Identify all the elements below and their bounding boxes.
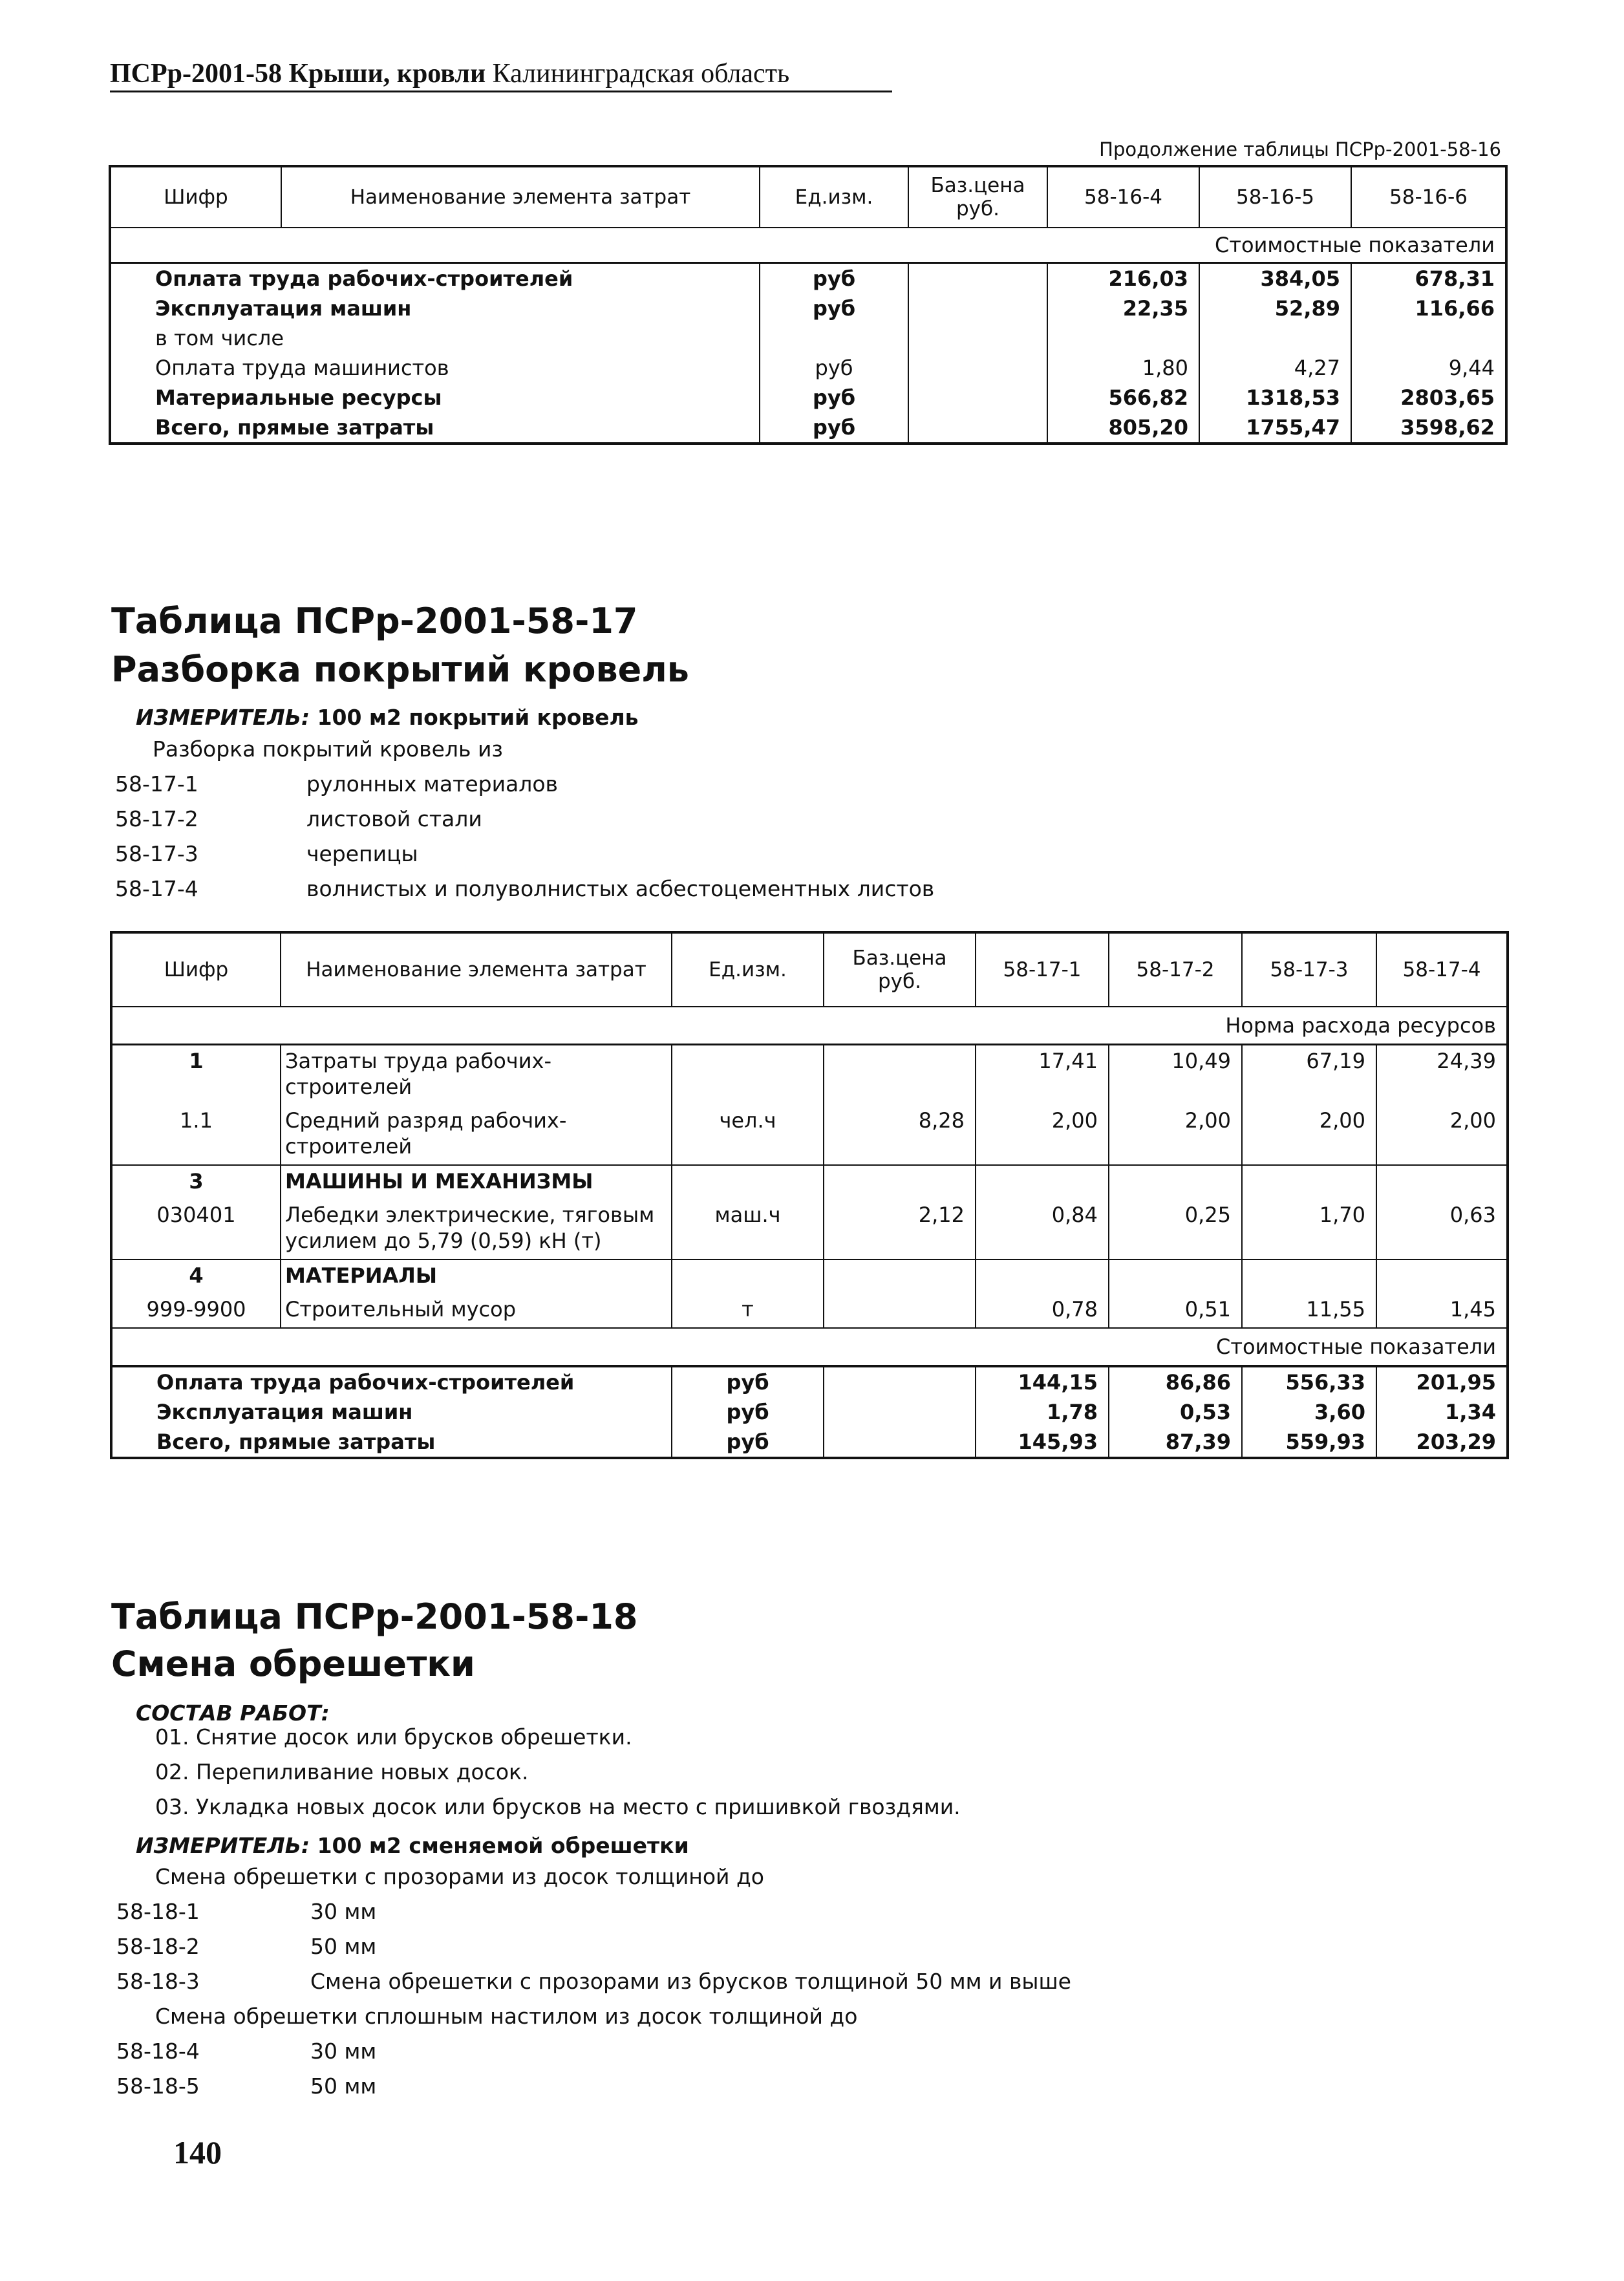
header-code-title: ПСРр-2001-58 Крыши, кровли xyxy=(110,59,486,89)
table16-cell-price xyxy=(908,383,1047,412)
running-header xyxy=(110,57,892,92)
table17-cell-price xyxy=(824,1045,976,1106)
table17-cost-cell-name: Всего, прямые затраты xyxy=(111,1427,672,1458)
table17-cell-value: 0,25 xyxy=(1109,1199,1242,1259)
table16-cell-unit: руб xyxy=(760,383,908,412)
table16-cell-name: Материальные ресурсы xyxy=(110,383,760,412)
table17-col-58-17-1: 58-17-1 xyxy=(976,932,1109,1007)
table17-cell-value: 1,70 xyxy=(1242,1199,1376,1259)
table17-cost-cell-unit: руб xyxy=(672,1427,824,1458)
table16-cell-value: 566,82 xyxy=(1047,383,1199,412)
table17-cell-value: 17,41 xyxy=(976,1045,1109,1106)
table17-meter-value: 100 м2 покрытий кровель xyxy=(317,705,639,730)
table17-cell-value xyxy=(976,1165,1109,1199)
table17-cost-section-label: Стоимостные показатели xyxy=(111,1328,1508,1366)
table17-cell-value: 11,55 xyxy=(1242,1294,1376,1328)
table17-cost-cell-value: 86,86 xyxy=(1109,1366,1242,1397)
table17-cell-unit: чел.ч xyxy=(672,1105,824,1165)
table17-cell-value: 2,00 xyxy=(1376,1105,1508,1165)
table17-item-code: 58-17-3 xyxy=(115,841,198,866)
table18-subtitle: Смена обрешетки xyxy=(111,1644,475,1684)
table17-cost-row xyxy=(111,1366,1508,1397)
table17-cell-value xyxy=(1109,1165,1242,1199)
table17-item-text: листовой стали xyxy=(306,806,482,831)
table17-cost-cell-price xyxy=(824,1397,976,1427)
table16-row xyxy=(110,323,1506,353)
table17-cost-cell-unit: руб xyxy=(672,1366,824,1397)
table16-cell-value xyxy=(1199,323,1351,353)
table17-cell-code: 999-9900 xyxy=(111,1294,281,1328)
table16-cell-value: 116,66 xyxy=(1351,294,1506,323)
table17-col-unit: Ед.изм. xyxy=(672,932,824,1007)
table17-cell-unit xyxy=(672,1045,824,1106)
table18-title: Таблица ПСРр-2001-58-18 xyxy=(111,1596,638,1637)
table17-cell-unit xyxy=(672,1165,824,1199)
table16-cell-name: в том числе xyxy=(110,323,760,353)
table17-cell-unit: т xyxy=(672,1294,824,1328)
table18-item-code: 58-18-4 xyxy=(116,2039,200,2064)
table17-cell-value xyxy=(1376,1165,1508,1199)
table18-item-text: 50 мм xyxy=(310,1934,377,1959)
table17-cost-cell-value: 87,39 xyxy=(1109,1427,1242,1458)
table16-col-58-16-6: 58-16-6 xyxy=(1351,166,1506,228)
table17-col-58-17-2: 58-17-2 xyxy=(1109,932,1242,1007)
table16-section-row xyxy=(110,228,1506,263)
table17-cell-price: 2,12 xyxy=(824,1199,976,1259)
table17-item-code: 58-17-2 xyxy=(115,806,198,831)
table16-continuation-note: Продолжение таблицы ПСРр-2001-58-16 xyxy=(1099,138,1501,160)
table17-row xyxy=(111,1165,1508,1199)
table17-cell-name: МАТЕРИАЛЫ xyxy=(281,1259,672,1294)
table17-cell-value: 0,63 xyxy=(1376,1199,1508,1259)
table16-cell-price xyxy=(908,323,1047,353)
table18-work-item: 02. Перепиливание новых досок. xyxy=(155,1759,529,1784)
table16-row xyxy=(110,263,1506,294)
table16-cell-price xyxy=(908,353,1047,383)
table16-cell-unit: руб xyxy=(760,294,908,323)
table16-cell-value: 216,03 xyxy=(1047,263,1199,294)
table17-col-name: Наименование элемента затрат xyxy=(281,932,672,1007)
table18-item-code: 58-18-2 xyxy=(116,1934,200,1959)
table17-cell-price xyxy=(824,1294,976,1328)
table17-cell-value xyxy=(1242,1165,1376,1199)
table17-row xyxy=(111,1105,1508,1165)
table17-row xyxy=(111,1259,1508,1294)
table16-cell-value: 4,27 xyxy=(1199,353,1351,383)
table17-cell-code: 4 xyxy=(111,1259,281,1294)
table17-cell-value: 2,00 xyxy=(1242,1105,1376,1165)
table17-item-text: волнистых и полуволнистых асбестоцементных листов xyxy=(306,876,935,901)
table18-item-text: 30 мм xyxy=(310,2039,377,2064)
table16-cell-value: 9,44 xyxy=(1351,353,1506,383)
table17-row xyxy=(111,1045,1508,1106)
table18-intro1: Смена обрешетки с прозорами из досок толщиной до xyxy=(155,1864,764,1889)
table16-col-58-16-4: 58-16-4 xyxy=(1047,166,1199,228)
table17-col-price: Баз.цена руб. xyxy=(824,932,976,1007)
table17-cell-name: Затраты труда рабочих-строителей xyxy=(281,1045,672,1106)
table16-col-unit: Ед.изм. xyxy=(760,166,908,228)
table17-cell-value xyxy=(1242,1259,1376,1294)
table17-cell-name: Строительный мусор xyxy=(281,1294,672,1328)
table17-cost-cell-value: 3,60 xyxy=(1242,1397,1376,1427)
table18-item-code: 58-18-3 xyxy=(116,1969,200,1994)
table16-row xyxy=(110,412,1506,444)
table18-item-text: 30 мм xyxy=(310,1899,377,1924)
table17-cell-code: 030401 xyxy=(111,1199,281,1259)
header-region: Калининградская область xyxy=(492,59,790,89)
table17-col-code: Шифр xyxy=(111,932,281,1007)
table18-item-text: 50 мм xyxy=(310,2073,377,2099)
table17-cost-row xyxy=(111,1427,1508,1458)
table17-cost-cell-value: 203,29 xyxy=(1376,1427,1508,1458)
table17-subtitle: Разборка покрытий кровель xyxy=(111,649,689,690)
table17-cell-value xyxy=(1109,1259,1242,1294)
table16-row xyxy=(110,353,1506,383)
table16-col-name: Наименование элемента затрат xyxy=(281,166,760,228)
table16-header-row xyxy=(110,166,1506,228)
table16-cell-value: 1,80 xyxy=(1047,353,1199,383)
table17-item-code: 58-17-1 xyxy=(115,771,198,797)
table17-cell-price xyxy=(824,1165,976,1199)
table17-norm-section-row xyxy=(111,1007,1508,1045)
table17-cell-name: Средний разряд рабочих-строителей xyxy=(281,1105,672,1165)
table17-cell-price: 8,28 xyxy=(824,1105,976,1165)
table17-cost-cell-value: 1,78 xyxy=(976,1397,1109,1427)
table17-title: Таблица ПСРр-2001-58-17 xyxy=(111,601,638,641)
table17-cost-cell-name: Оплата труда рабочих-строителей xyxy=(111,1366,672,1397)
table17-col-58-17-4: 58-17-4 xyxy=(1376,932,1508,1007)
table17-col-58-17-3: 58-17-3 xyxy=(1242,932,1376,1007)
table16-row xyxy=(110,383,1506,412)
table17-cost-row xyxy=(111,1397,1508,1427)
table16-cell-price xyxy=(908,294,1047,323)
table18-work-item: 01. Снятие досок или брусков обрешетки. xyxy=(155,1724,632,1750)
table17-cost-cell-value: 201,95 xyxy=(1376,1366,1508,1397)
table17-row xyxy=(111,1294,1508,1328)
table16-cell-value: 805,20 xyxy=(1047,412,1199,444)
table16-cell-unit: руб xyxy=(760,412,908,444)
table16-row xyxy=(110,294,1506,323)
table16-cell-name: Оплата труда рабочих-строителей xyxy=(110,263,760,294)
table16-cell-value: 384,05 xyxy=(1199,263,1351,294)
table17-cell-value: 24,39 xyxy=(1376,1045,1508,1106)
table17-cell-code: 1 xyxy=(111,1045,281,1106)
page-number: 140 xyxy=(173,2134,222,2170)
table16-col-code: Шифр xyxy=(110,166,281,228)
table16-cell-value: 3598,62 xyxy=(1351,412,1506,444)
table16-cell-value: 1755,47 xyxy=(1199,412,1351,444)
table17-cost-cell-value: 0,53 xyxy=(1109,1397,1242,1427)
table16-cell-value: 1318,53 xyxy=(1199,383,1351,412)
table17-cell-code: 3 xyxy=(111,1165,281,1199)
table18-meter-value: 100 м2 сменяемой обрешетки xyxy=(317,1833,689,1858)
table17-cost-section-row xyxy=(111,1328,1508,1366)
table16-col-price: Баз.цена руб. xyxy=(908,166,1047,228)
table17-cell-value: 2,00 xyxy=(976,1105,1109,1165)
table17-cell-name: Лебедки электрические, тяговым усилием до 5,79 (0,59) кН (т) xyxy=(281,1199,672,1259)
table17-meter xyxy=(136,705,639,730)
table16-cell-value xyxy=(1047,323,1199,353)
table17-cell-value: 0,84 xyxy=(976,1199,1109,1259)
table17-intro: Разборка покрытий кровель из xyxy=(153,736,503,762)
table17-cost-cell-price xyxy=(824,1366,976,1397)
table17-cost-cell-value: 559,93 xyxy=(1242,1427,1376,1458)
table17-meter-label: ИЗМЕРИТЕЛЬ: xyxy=(136,705,310,730)
table17-cell-value xyxy=(1376,1259,1508,1294)
table18-work-item: 03. Укладка новых досок или брусков на место с пришивкой гвоздями. xyxy=(155,1794,961,1819)
table16-cell-unit: руб xyxy=(760,263,908,294)
table16-cell-name: Оплата труда машинистов xyxy=(110,353,760,383)
table17-cell-value: 1,45 xyxy=(1376,1294,1508,1328)
table17-cost-cell-name: Эксплуатация машин xyxy=(111,1397,672,1427)
table17-cell-value: 2,00 xyxy=(1109,1105,1242,1165)
table17-item-text: черепицы xyxy=(306,841,418,866)
table17-item-text: рулонных материалов xyxy=(306,771,558,797)
table17-cell-value: 0,51 xyxy=(1109,1294,1242,1328)
table17-cell-value: 0,78 xyxy=(976,1294,1109,1328)
table17-norm-section-label: Норма расхода ресурсов xyxy=(111,1007,1508,1045)
table18-item-code: 58-18-5 xyxy=(116,2073,200,2099)
table18-item-text: Смена обрешетки с прозорами из брусков толщиной 50 мм и выше xyxy=(310,1969,1071,1994)
table16-cell-value: 678,31 xyxy=(1351,263,1506,294)
table17-cost-cell-price xyxy=(824,1427,976,1458)
table16-cell-price xyxy=(908,412,1047,444)
table17-cell-name: МАШИНЫ И МЕХАНИЗМЫ xyxy=(281,1165,672,1199)
table16-cell-unit xyxy=(760,323,908,353)
table17-cell-unit: маш.ч xyxy=(672,1199,824,1259)
table17-cell-value: 67,19 xyxy=(1242,1045,1376,1106)
table17 xyxy=(110,931,1509,1459)
table17-item-code: 58-17-4 xyxy=(115,876,198,901)
table18-work-list xyxy=(155,1720,961,1825)
table17-row xyxy=(111,1199,1508,1259)
table16-cell-value: 2803,65 xyxy=(1351,383,1506,412)
table16-col-58-16-5: 58-16-5 xyxy=(1199,166,1351,228)
table16-cell-value: 52,89 xyxy=(1199,294,1351,323)
table17-cell-value: 10,49 xyxy=(1109,1045,1242,1106)
table17-cell-code: 1.1 xyxy=(111,1105,281,1165)
table18-intro2: Смена обрешетки сплошным настилом из досок толщиной до xyxy=(155,2004,858,2029)
table16-cell-price xyxy=(908,263,1047,294)
table18-meter-label: ИЗМЕРИТЕЛЬ: xyxy=(136,1833,310,1858)
table18-meter xyxy=(136,1833,689,1858)
table16-cell-unit: руб xyxy=(760,353,908,383)
table16-cell-value: 22,35 xyxy=(1047,294,1199,323)
table18-item-code: 58-18-1 xyxy=(116,1899,200,1924)
table16-cell-name: Всего, прямые затраты xyxy=(110,412,760,444)
table17-cell-value xyxy=(976,1259,1109,1294)
table17-cost-cell-value: 556,33 xyxy=(1242,1366,1376,1397)
table18-work-label-text: СОСТАВ РАБОТ: xyxy=(136,1700,330,1726)
table17-cost-cell-unit: руб xyxy=(672,1397,824,1427)
table16-cell-name: Эксплуатация машин xyxy=(110,294,760,323)
table17-cell-unit xyxy=(672,1259,824,1294)
table16-cell-value xyxy=(1351,323,1506,353)
table17-header-row xyxy=(111,932,1508,1007)
table16-section-label: Стоимостные показатели xyxy=(110,228,1506,263)
table17-cost-cell-value: 1,34 xyxy=(1376,1397,1508,1427)
table16 xyxy=(109,165,1508,445)
table17-cost-cell-value: 144,15 xyxy=(976,1366,1109,1397)
table17-cell-price xyxy=(824,1259,976,1294)
table17-cost-cell-value: 145,93 xyxy=(976,1427,1109,1458)
